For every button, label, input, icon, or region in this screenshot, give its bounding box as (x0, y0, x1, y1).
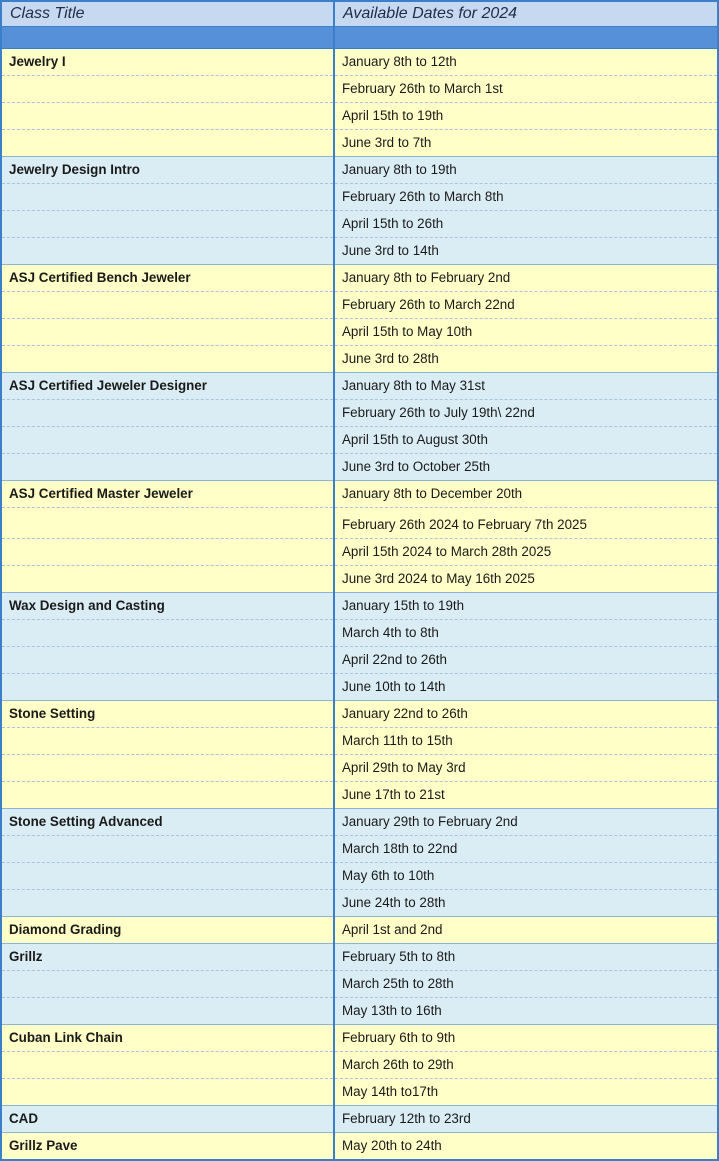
table-row (1, 211, 718, 238)
date-cell: June 24th to 28th (334, 890, 718, 917)
table-row (1, 1079, 718, 1106)
date-cell: March 26th to 29th (334, 1052, 718, 1079)
table-row (1, 620, 718, 647)
class-title-cell: Jewelry I (1, 49, 334, 76)
date-cell: January 29th to February 2nd (334, 809, 718, 836)
table-row (1, 998, 718, 1025)
band-cell (1, 27, 334, 49)
date-cell: April 15th to 26th (334, 211, 718, 238)
table-row (1, 782, 718, 809)
table-row (1, 238, 718, 265)
date-cell: February 26th 2024 to February 7th 2025 (334, 508, 718, 539)
date-cell: April 15th to May 10th (334, 319, 718, 346)
date-cell: January 8th to 12th (334, 49, 718, 76)
class-title-cell (1, 211, 334, 238)
band-cell (334, 27, 718, 49)
date-cell: June 3rd to 28th (334, 346, 718, 373)
table-header (1, 1, 718, 49)
date-cell: April 22nd to 26th (334, 647, 718, 674)
class-title-cell (1, 674, 334, 701)
class-title-cell (1, 1079, 334, 1106)
class-title-cell (1, 427, 334, 454)
table-row (1, 346, 718, 373)
table-row (1, 184, 718, 211)
date-cell: June 3rd to 7th (334, 130, 718, 157)
table-row (1, 890, 718, 917)
class-title-cell (1, 647, 334, 674)
class-title-cell (1, 103, 334, 130)
class-title-cell: Stone Setting (1, 701, 334, 728)
date-cell: May 20th to 24th (334, 1133, 718, 1161)
table-row (1, 809, 718, 836)
table-row (1, 130, 718, 157)
class-title-cell (1, 539, 334, 566)
date-cell: January 8th to May 31st (334, 373, 718, 400)
class-title-cell (1, 76, 334, 103)
class-title-cell: Wax Design and Casting (1, 593, 334, 620)
date-cell: May 13th to 16th (334, 998, 718, 1025)
class-title-cell: Stone Setting Advanced (1, 809, 334, 836)
table-row (1, 917, 718, 944)
date-cell: January 22nd to 26th (334, 701, 718, 728)
date-cell: February 26th to July 19th\ 22nd (334, 400, 718, 427)
table-row (1, 1052, 718, 1079)
date-cell: April 15th to 19th (334, 103, 718, 130)
date-cell: May 6th to 10th (334, 863, 718, 890)
date-cell: February 12th to 23rd (334, 1106, 718, 1133)
date-cell: January 8th to 19th (334, 157, 718, 184)
class-title-cell (1, 508, 334, 539)
date-cell: April 1st and 2nd (334, 917, 718, 944)
date-cell: February 26th to March 1st (334, 76, 718, 103)
class-title-cell (1, 1052, 334, 1079)
table-row (1, 454, 718, 481)
table-row (1, 863, 718, 890)
table-row (1, 593, 718, 620)
date-cell: March 4th to 8th (334, 620, 718, 647)
class-title-cell (1, 728, 334, 755)
date-cell: April 29th to May 3rd (334, 755, 718, 782)
date-cell: March 18th to 22nd (334, 836, 718, 863)
date-cell: May 14th to17th (334, 1079, 718, 1106)
table-row (1, 157, 718, 184)
table-row (1, 944, 718, 971)
table-row (1, 1133, 718, 1161)
header-available-dates: Available Dates for 2024 (334, 1, 718, 27)
date-cell: February 5th to 8th (334, 944, 718, 971)
table-row (1, 319, 718, 346)
date-cell: January 15th to 19th (334, 593, 718, 620)
class-title-cell: Jewelry Design Intro (1, 157, 334, 184)
table-row (1, 674, 718, 701)
class-title-cell (1, 346, 334, 373)
class-title-cell (1, 319, 334, 346)
class-title-cell (1, 292, 334, 319)
table-row (1, 647, 718, 674)
class-title-cell (1, 238, 334, 265)
table-row (1, 400, 718, 427)
date-cell: June 3rd 2024 to May 16th 2025 (334, 566, 718, 593)
table-body (1, 49, 718, 1161)
table-row (1, 539, 718, 566)
class-title-cell (1, 454, 334, 481)
table-row (1, 701, 718, 728)
table-row (1, 566, 718, 593)
table-row (1, 508, 718, 539)
class-title-cell (1, 836, 334, 863)
class-title-cell: ASJ Certified Master Jeweler (1, 481, 334, 508)
class-title-cell (1, 998, 334, 1025)
table-row (1, 971, 718, 998)
header-band-row (1, 27, 718, 49)
table-row (1, 292, 718, 319)
date-cell: June 10th to 14th (334, 674, 718, 701)
class-title-cell (1, 782, 334, 809)
date-cell: June 17th to 21st (334, 782, 718, 809)
class-title-cell (1, 755, 334, 782)
class-title-cell: Diamond Grading (1, 917, 334, 944)
date-cell: June 3rd to October 25th (334, 454, 718, 481)
header-class-title: Class Title (1, 1, 334, 27)
date-cell: February 26th to March 8th (334, 184, 718, 211)
table-row (1, 481, 718, 508)
class-title-cell: Grillz Pave (1, 1133, 334, 1161)
date-cell: April 15th 2024 to March 28th 2025 (334, 539, 718, 566)
table-row (1, 836, 718, 863)
date-cell: April 15th to August 30th (334, 427, 718, 454)
class-title-cell: Cuban Link Chain (1, 1025, 334, 1052)
class-title-cell (1, 890, 334, 917)
date-cell: February 26th to March 22nd (334, 292, 718, 319)
table-row (1, 427, 718, 454)
table-row (1, 728, 718, 755)
date-cell: March 25th to 28th (334, 971, 718, 998)
class-title-cell (1, 566, 334, 593)
class-title-cell: ASJ Certified Jeweler Designer (1, 373, 334, 400)
class-title-cell: Grillz (1, 944, 334, 971)
date-cell: June 3rd to 14th (334, 238, 718, 265)
date-cell: January 8th to December 20th (334, 481, 718, 508)
class-title-cell (1, 971, 334, 998)
table-row (1, 103, 718, 130)
date-cell: February 6th to 9th (334, 1025, 718, 1052)
table-row (1, 49, 718, 76)
class-title-cell (1, 863, 334, 890)
date-cell: March 11th to 15th (334, 728, 718, 755)
header-row (1, 1, 718, 27)
class-title-cell: CAD (1, 1106, 334, 1133)
table-row (1, 76, 718, 103)
class-title-cell (1, 400, 334, 427)
table-row (1, 1025, 718, 1052)
table-row (1, 755, 718, 782)
table-row (1, 265, 718, 292)
class-title-cell (1, 184, 334, 211)
class-title-cell: ASJ Certified Bench Jeweler (1, 265, 334, 292)
table-row (1, 373, 718, 400)
class-title-cell (1, 130, 334, 157)
table-row (1, 1106, 718, 1133)
class-title-cell (1, 620, 334, 647)
date-cell: January 8th to February 2nd (334, 265, 718, 292)
